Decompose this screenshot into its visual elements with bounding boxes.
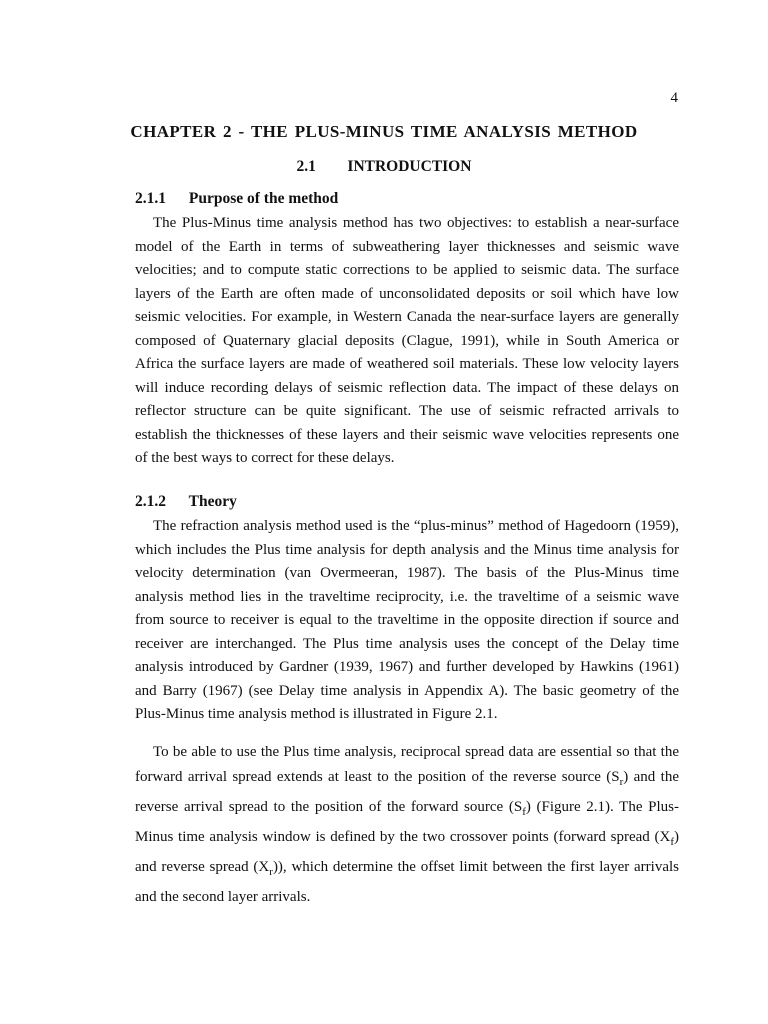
- text-run: To be able to use the Plus time analysis, reciprocal spread data are essential so that the forward arrival spread extends at least to the position of the reverse source (S: [135, 744, 679, 785]
- paragraph-text: The refraction analysis method used is the “plus-minus” method of Hagedoorn (1959), which includes the Plus time analysis for depth analysis and the Minus time analysis for velocity determination (van Overmeeran, 1987). The basis of the Plus-Minus time analysis method lies in the traveltime reciprocity, i.e. the traveltime of a seismic wave from source to receiver is equal to the traveltime in the opposite direction if source and receiver are interchanged. The Plus time analysis uses the concept of the Delay time analysis introduced by Gardner (1939, 1967) and further developed by Hawkins (1961) and Barry (1967) (see Delay time analysis in Appendix A). The basic geometry of the Plus-Minus time analysis method is illustrated in Figure 2.1.: [135, 518, 679, 722]
- subscript: f: [670, 836, 674, 848]
- section-number: 2.1: [296, 158, 316, 175]
- text-run: ) and the reverse arrival spread to the position of the forward source (S: [135, 769, 679, 815]
- subscript: f: [522, 806, 526, 818]
- subscript: r: [269, 866, 273, 878]
- subsection-title: Theory: [188, 493, 237, 510]
- text-run: )), which determine the offset limit between the first layer arrivals and the second layer arrivals.: [135, 859, 679, 905]
- paragraph-reciprocal-spread: [135, 740, 679, 910]
- section-heading: [0, 158, 768, 176]
- paragraph-text: The Plus-Minus time analysis method has two objectives: to establish a near-surface model of the Earth in terms of subweathering layer thicknesses and seismic wave velocities; and to compute static corrections to be applied to seismic data. The surface layers of the Earth are often made of unconsolidated deposits or soil which have low seismic velocities. For example, in Western Canada the near-surface layers are generally composed of Quaternary glacial deposits (Clague, 1991), while in South America or Africa the surface layers are made of weathered soil materials. These low velocity layers will induce recording delays of seismic reflection data. The impact of these delays on reflector structure can be quite significant. The use of seismic refracted arrivals to establish the thicknesses of these layers and their seismic wave velocities represents one of the best ways to correct for these delays.: [135, 215, 679, 466]
- subsection-heading-theory: [135, 493, 237, 511]
- subsection-title: Purpose of the method: [188, 190, 339, 207]
- subsection-number: 2.1.1: [135, 190, 166, 207]
- section-title: INTRODUCTION: [347, 158, 472, 175]
- page-number: 4: [670, 90, 678, 106]
- subsection-heading-purpose: [135, 190, 338, 208]
- text-run: ) and reverse spread (X: [135, 829, 679, 875]
- chapter-title: CHAPTER 2 - THE PLUS-MINUS TIME ANALYSIS METHOD: [130, 122, 638, 141]
- paragraph-purpose: [135, 212, 679, 471]
- subscript: r: [619, 776, 624, 788]
- paragraph-theory: [135, 515, 679, 727]
- subsection-number: 2.1.2: [135, 493, 166, 510]
- paragraph-text: [135, 740, 679, 910]
- text-run: ) (Figure 2.1). The Plus-Minus time analysis window is defined by the two crossover points (forward spread (X: [135, 799, 679, 845]
